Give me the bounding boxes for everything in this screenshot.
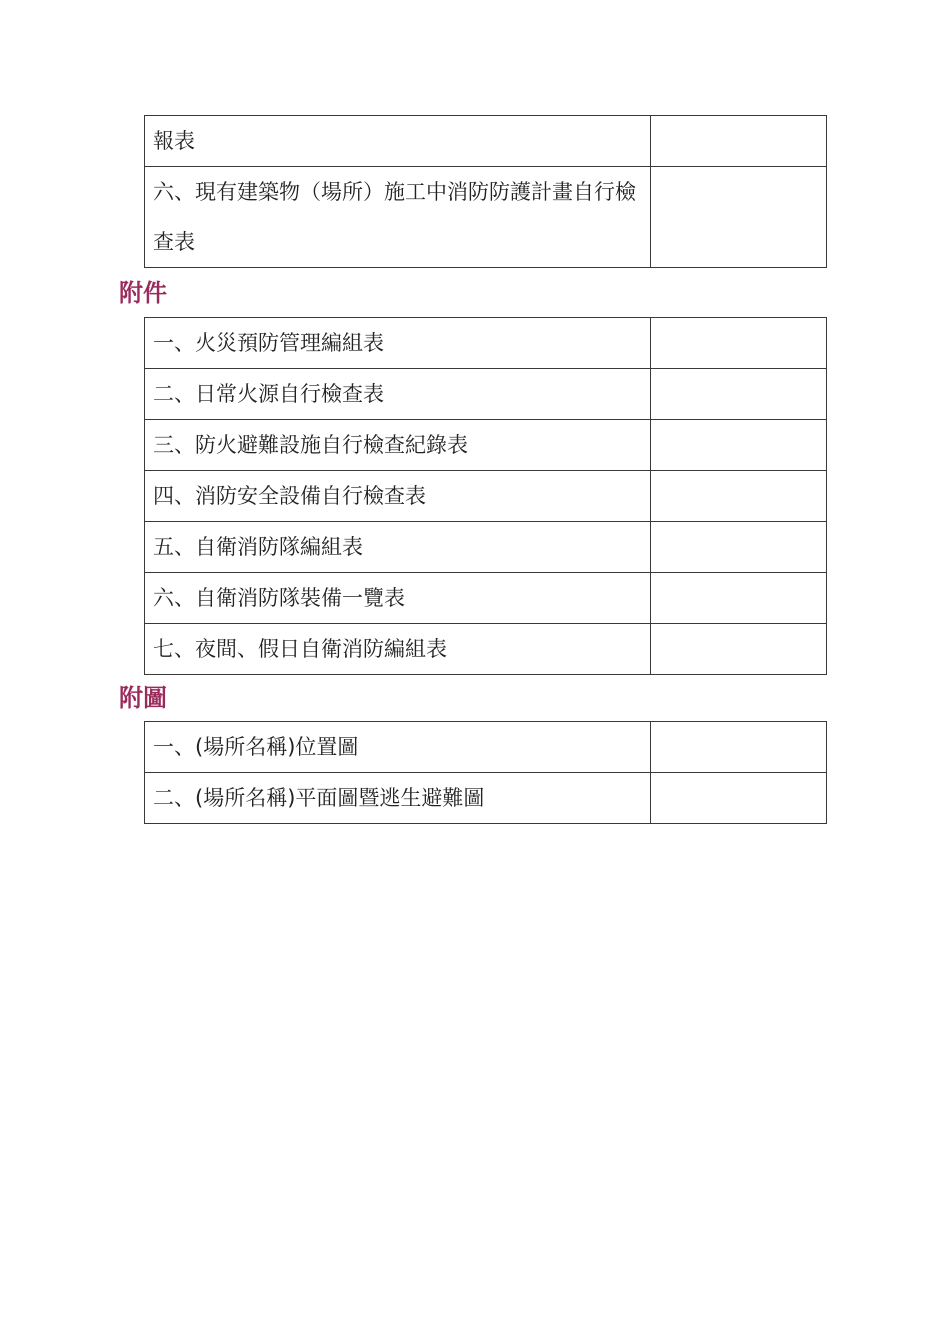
toc-page-cell: [651, 773, 827, 824]
figures-table: [144, 721, 827, 824]
table-row: [145, 773, 827, 824]
report-table: [144, 115, 827, 268]
toc-item-text: 七、夜間、假日自衛消防編組表: [145, 624, 651, 675]
table-row: [145, 471, 827, 522]
toc-item-text: 一、(場所名稱)位置圖: [145, 722, 651, 773]
toc-page-cell: [651, 624, 827, 675]
toc-item-text: 五、自衛消防隊編組表: [145, 522, 651, 573]
toc-item-text: 三、防火避難設施自行檢查紀錄表: [145, 420, 651, 471]
toc-page-cell: [651, 167, 827, 268]
toc-page-cell: [651, 471, 827, 522]
toc-item-text: 二、日常火源自行檢查表: [145, 369, 651, 420]
toc-item-text: 報表: [145, 116, 651, 167]
table-row: [145, 573, 827, 624]
toc-item-text: 六、現有建築物（場所）施工中消防防護計畫自行檢查表: [145, 167, 651, 268]
toc-item-text: 四、消防安全設備自行檢查表: [145, 471, 651, 522]
table-row: [145, 116, 827, 167]
table-row: [145, 318, 827, 369]
toc-page-cell: [651, 116, 827, 167]
toc-item-text: 一、火災預防管理編組表: [145, 318, 651, 369]
toc-item-text: 二、(場所名稱)平面圖暨逃生避難圖: [145, 773, 651, 824]
table-row: [145, 167, 827, 268]
table-row: [145, 722, 827, 773]
toc-page-cell: [651, 420, 827, 471]
attachments-heading: 附件: [119, 279, 167, 307]
toc-item-text: 六、自衛消防隊裝備一覽表: [145, 573, 651, 624]
table-row: [145, 420, 827, 471]
table-row: [145, 522, 827, 573]
table-row: [145, 624, 827, 675]
toc-page-cell: [651, 722, 827, 773]
toc-page-cell: [651, 573, 827, 624]
toc-page-cell: [651, 318, 827, 369]
attachments-table: [144, 317, 827, 675]
figures-heading: 附圖: [119, 684, 167, 712]
toc-page-cell: [651, 369, 827, 420]
table-row: [145, 369, 827, 420]
toc-page-cell: [651, 522, 827, 573]
